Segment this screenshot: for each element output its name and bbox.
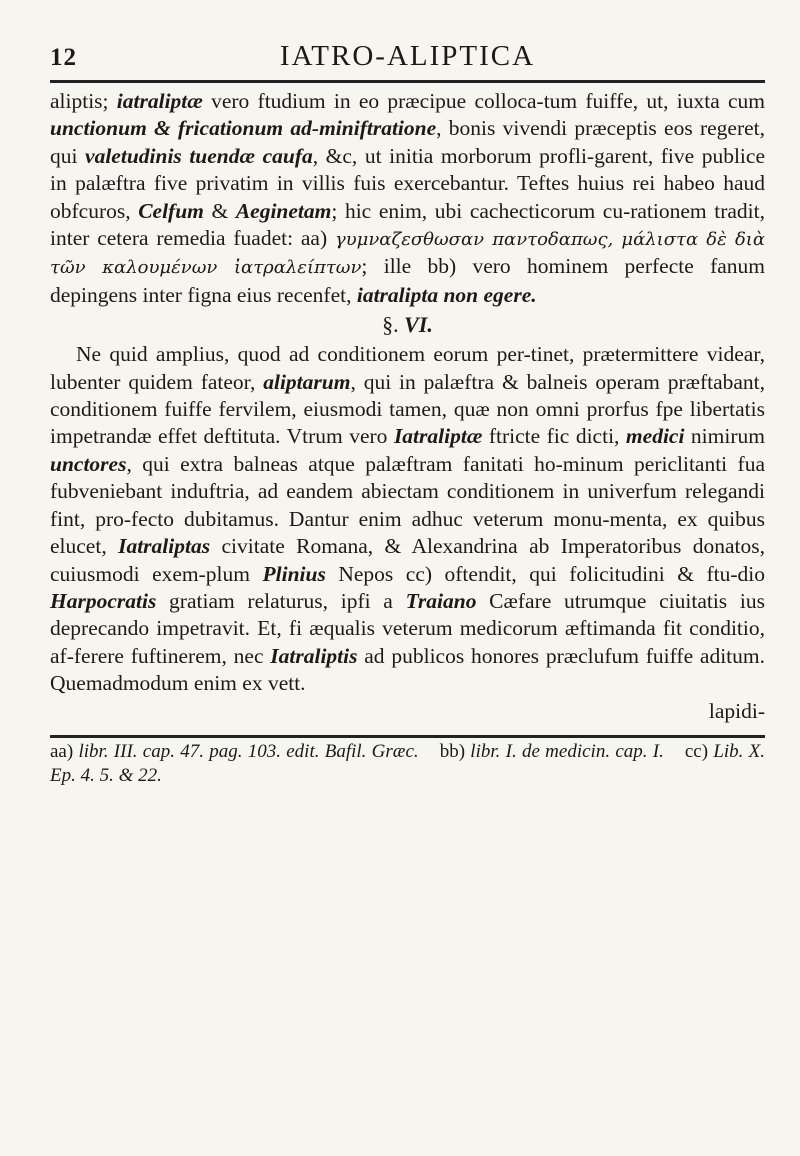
footnote-bb: libr. I. de medicin. cap. I. — [470, 740, 664, 762]
emphasis: aliptarum — [263, 369, 351, 394]
text-run: ; hic enim, ubi cachecticorum cu-rationem tradit, inter cetera remedia fuadet: aa) — [50, 198, 765, 251]
header-rule — [50, 80, 765, 83]
page-header — [50, 40, 765, 86]
section-mark: §. — [382, 312, 405, 338]
book-page — [50, 40, 765, 1130]
footnotes — [50, 740, 765, 788]
footnote-aa: libr. III. cap. 47. pag. 103. edit. Bafil. Græc. — [78, 740, 419, 762]
emphasis-plinius: Plinius — [262, 561, 326, 586]
main-text — [50, 88, 765, 725]
text-run: vero ftudium in eo præcipue colloca-tum fuiffe, ut, iuxta cum — [202, 89, 766, 113]
text-run: , qui in palæftra & balneis operam præftabant, conditionem fuiffe fervilem, eiusmodi tamen, quæ non omni prorfus fpe libertatis impetrandæ effet deftituta. Vtrum vero — [50, 369, 766, 449]
text-run: , qui extra balneas atque palæftram fanitati ho-minum periclitanti fua fubveniebant induftria, ad eandem abiectam conditionem in univerfum relegandi fint, pro-fecto dubitamus. Dantur enim adhuc veterum monu-menta, ex quibus elucet, — [50, 451, 765, 559]
text-run: Nepos cc) oftendit, qui folicitudini & ftu-dio — [325, 561, 766, 586]
text-run: & — [203, 198, 236, 223]
footnote-mark-cc: cc) — [684, 740, 714, 762]
running-head: IATRO-ALIPTICA — [279, 40, 536, 72]
catchword: lapidi- — [708, 698, 765, 723]
text-run: , bonis vivendi præceptis eos regeret, qui — [50, 116, 765, 168]
emphasis: valetudinis tuendæ caufa — [85, 143, 313, 168]
emphasis-celsus: Celfum — [138, 198, 204, 223]
text-run: gratiam relaturus, ipfi a — [156, 588, 406, 613]
footnote-cc: Lib. X. Ep. 4. 5. & 22. — [50, 740, 766, 786]
emphasis: iatralipta non egere. — [356, 282, 537, 307]
emphasis: iatraliptæ — [116, 89, 203, 113]
footnote-mark-bb: bb) — [439, 740, 471, 762]
emphasis: Iatraliptas — [118, 534, 211, 559]
emphasis: Iatraliptis — [270, 643, 358, 668]
paragraph-2 — [50, 341, 765, 725]
text-run: ; ille bb) vero hominem perfecte fanum depingens inter figna eius recenfet, — [50, 254, 765, 307]
section-number: VI. — [404, 312, 433, 338]
text-run: ad publicos honores præclufum fuiffe aditum. Quemadmodum enim ex vett. — [50, 643, 765, 696]
emphasis-harpocratis: Harpocratis — [50, 588, 157, 613]
paragraph-1 — [50, 88, 765, 309]
text-run: aliptis; — [50, 89, 117, 113]
greek-quotation: γυμναζεσθωσαν παντοδαπως, μάλιστα δὲ διὰ τῶν καλουμένων ἰατραλείπτων — [50, 229, 766, 279]
emphasis: unctionum & fricationum ad-miniftratione — [50, 116, 437, 141]
emphasis: unctores — [50, 451, 127, 476]
emphasis-traiano: Traiano — [405, 588, 477, 613]
emphasis: medici — [625, 424, 685, 449]
footnote-mark-aa: aa) — [50, 740, 79, 762]
footnote-rule — [50, 735, 765, 738]
text-run: ftricte fic dicti, — [482, 424, 626, 449]
page-number: 12 — [50, 44, 77, 71]
text-run: Ne quid amplius, quod ad conditionem eorum per-tinet, prætermittere videar, lubenter quidem fateor, — [50, 342, 765, 394]
section-heading — [50, 310, 765, 340]
text-run: , &c, ut initia morborum profli-garent, five publice in palæftra five privatim in villis fuis exercebantur. Teftes huius rei habeo haud obfcuros, — [50, 143, 765, 223]
emphasis: Iatraliptæ — [393, 424, 483, 449]
text-run: civitate Romana, & Alexandrina ab Imperatoribus donatos, cuiusmodi exem-plum — [50, 534, 766, 586]
text-run: nimirum — [684, 424, 765, 449]
text-run: Cæfare utrumque ciuitatis ius deprecando impetravit. Et, fi æqualis veterum medicorum æftimanda fit conditio, af-ferere fuftinerem, nec — [50, 588, 765, 668]
emphasis-aegineta: Aeginetam — [235, 198, 332, 223]
